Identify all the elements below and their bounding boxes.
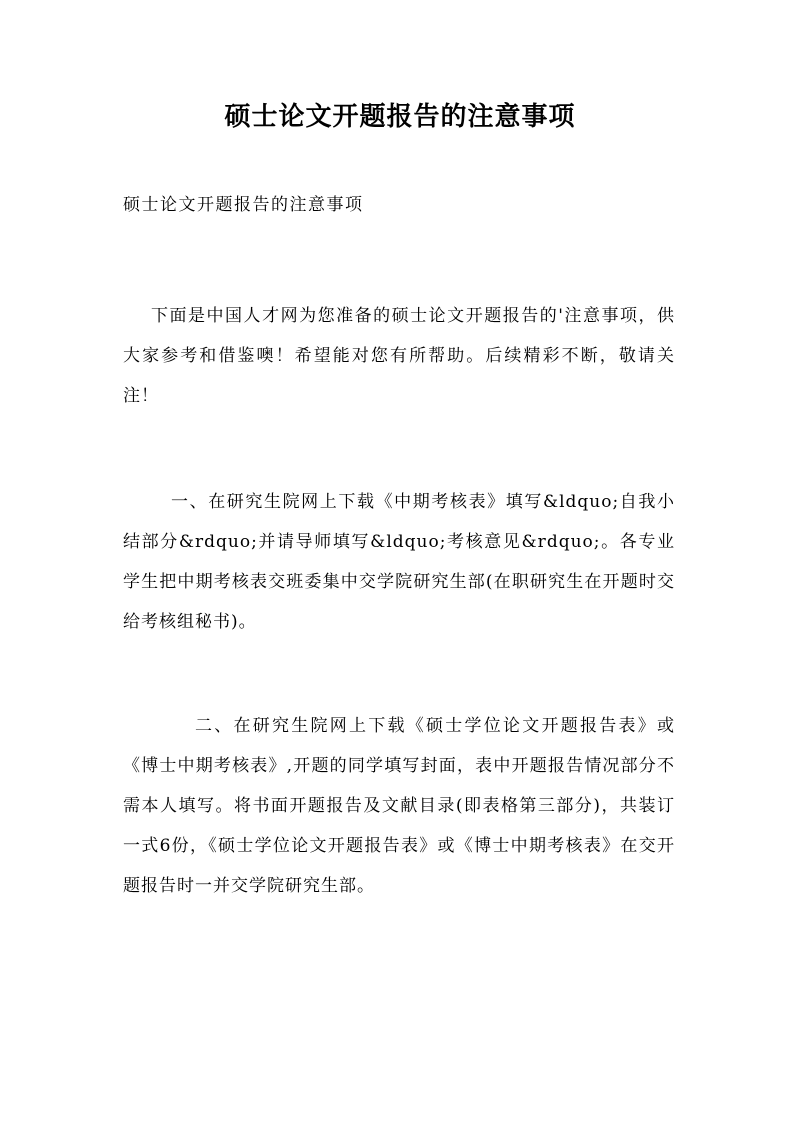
paragraph-step-one: 一、在研究生院网上下载《中期考核表》填写&ldquo;自我小结部分&rdquo;并请导师填写&ldquo;考核意见&rdquo;。各专业学生把中期考核表交班委集中交学院研究生部(在职研究生在开题时交给考核组秘书)。 (123, 492, 675, 632)
paragraph-intro: 下面是中国人才网为您准备的硕士论文开题报告的'注意事项，供大家参考和借鉴噢！希望能对您有所帮助。后续精彩不断，敬请关注！ (123, 306, 675, 406)
document-subtitle: 硕士论文开题报告的注意事项 (123, 195, 364, 215)
document-title: 硕士论文开题报告的注意事项 (224, 102, 576, 132)
paragraph-step-two: 二、在研究生院网上下载《硕士学位论文开题报告表》或《博士中期考核表》,开题的同学填写封面，表中开题报告情况部分不需本人填写。将书面开题报告及文献目录(即表格第三部分)，共装订一式6份，《硕士学位论文开题报告表》或《博士中期考核表》在交开题报告时一并交学院研究生部。 (123, 716, 675, 896)
